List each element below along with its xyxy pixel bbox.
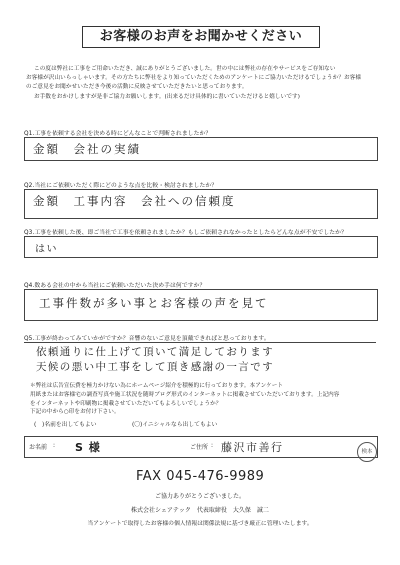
note-line: をインターネットや印刷物に掲載させていただいてもよろしいでしょうか？ — [30, 400, 222, 407]
question-1-label: Q1.工事を依頼する会社を決める時にどんなことで判断されましたか？ — [24, 131, 212, 137]
name-value: S 様 — [75, 441, 101, 454]
approval-stamp: 検本 — [357, 442, 377, 462]
question-4-label: Q4.数ある会社の中から当社にご依頼いただいた決め手は何ですか？ — [24, 283, 206, 289]
page-title: お客様のお声をお聞かせください — [82, 26, 320, 48]
question-5-answer-line-2: 天候の悪い中工事をして頂き感謝の一言です — [36, 361, 274, 373]
question-4-answer-box — [24, 289, 378, 321]
intro-text — [26, 65, 378, 102]
intro-line: この度は弊社に工事をご用命いただき、誠にありがとうございました。世の中には弊社の存在やサービスをご存知ない — [34, 66, 336, 72]
question-2-label: Q2.当社にご依頼いただく際にどのような点を比較・検討されましたか？ — [24, 183, 218, 189]
question-5-answer-box — [24, 342, 376, 377]
question-3-label: Q3.工事を依頼した後、即ご当社で工事を依頼されましたか？もしご依頼されなかったとしたらどんな点が不安でしたか？ — [24, 230, 347, 236]
question-1-answer: 金額 会社の実績 — [33, 142, 141, 156]
note-line: ＊弊社は広告宣伝費を極力かけない為にホームページ紹介を積極的に行っております。本アンケート — [30, 383, 284, 389]
name-address-box: お名前 : S 様 ご住所 : 藤沢市善行 — [24, 436, 378, 458]
intro-line: お客様が沢山いらっしゃいます。その方たちに弊社をより知っていただくためのアンケートにご協力いただけるでしょうか？お客様 — [26, 75, 362, 82]
question-3-answer: はい — [35, 244, 58, 255]
privacy-footer: 当アンケートで取得したお客様の個人情報は関係法規に基づき厳正に管理いたします。 — [87, 521, 313, 527]
company-text: 株式会社シェアテック 代表取締役 大久保 誠二 — [131, 507, 269, 514]
question-1-answer-box — [24, 137, 378, 161]
choice-initials[interactable]: (〇)イニシャルなら出してもよい — [132, 422, 218, 428]
name-label: お名前 — [29, 444, 48, 451]
fax-number: FAX 045-476-9989 — [136, 469, 265, 484]
question-2-answer-box — [24, 189, 378, 219]
question-4-answer: 工事件数が多い事とお客様の声を見て — [39, 296, 269, 310]
note-line: 下記の中から○印をお付け下さい。 — [30, 409, 120, 416]
question-3-answer-box — [24, 236, 378, 258]
intro-line: のご意見をお聞かせいただき今後の活動に反映させていただきたいと思っております。 — [26, 84, 248, 91]
publication-note — [30, 382, 380, 417]
question-5-label: Q5.工事が終わってみていかがですか？音響のないご意見を頂戴できればと思っております。 — [24, 336, 270, 342]
choice-full-name[interactable]: ( )名前を出してもよい — [34, 422, 97, 428]
question-5-answer-line-1: 依頼通りに仕上げて頂いて満足しております — [36, 346, 274, 358]
thanks-text: ご協力ありがとうございました。 — [154, 493, 245, 500]
address-value: 藤沢市善行 — [221, 441, 284, 454]
intro-line: お手数をおかけしますが是非ご協力お願いします。(出来るだけ具体的に書いていただけると嬉しいです) — [34, 93, 301, 100]
question-2-answer: 金額 工事内容 会社への信頼度 — [33, 194, 236, 208]
address-label: ご住所 — [190, 444, 209, 451]
note-line: 用紙またはお客様宅の調査写真や施工状況を随時ブログ形式のインターネットに掲載させていただいております。上記内容 — [30, 391, 340, 398]
